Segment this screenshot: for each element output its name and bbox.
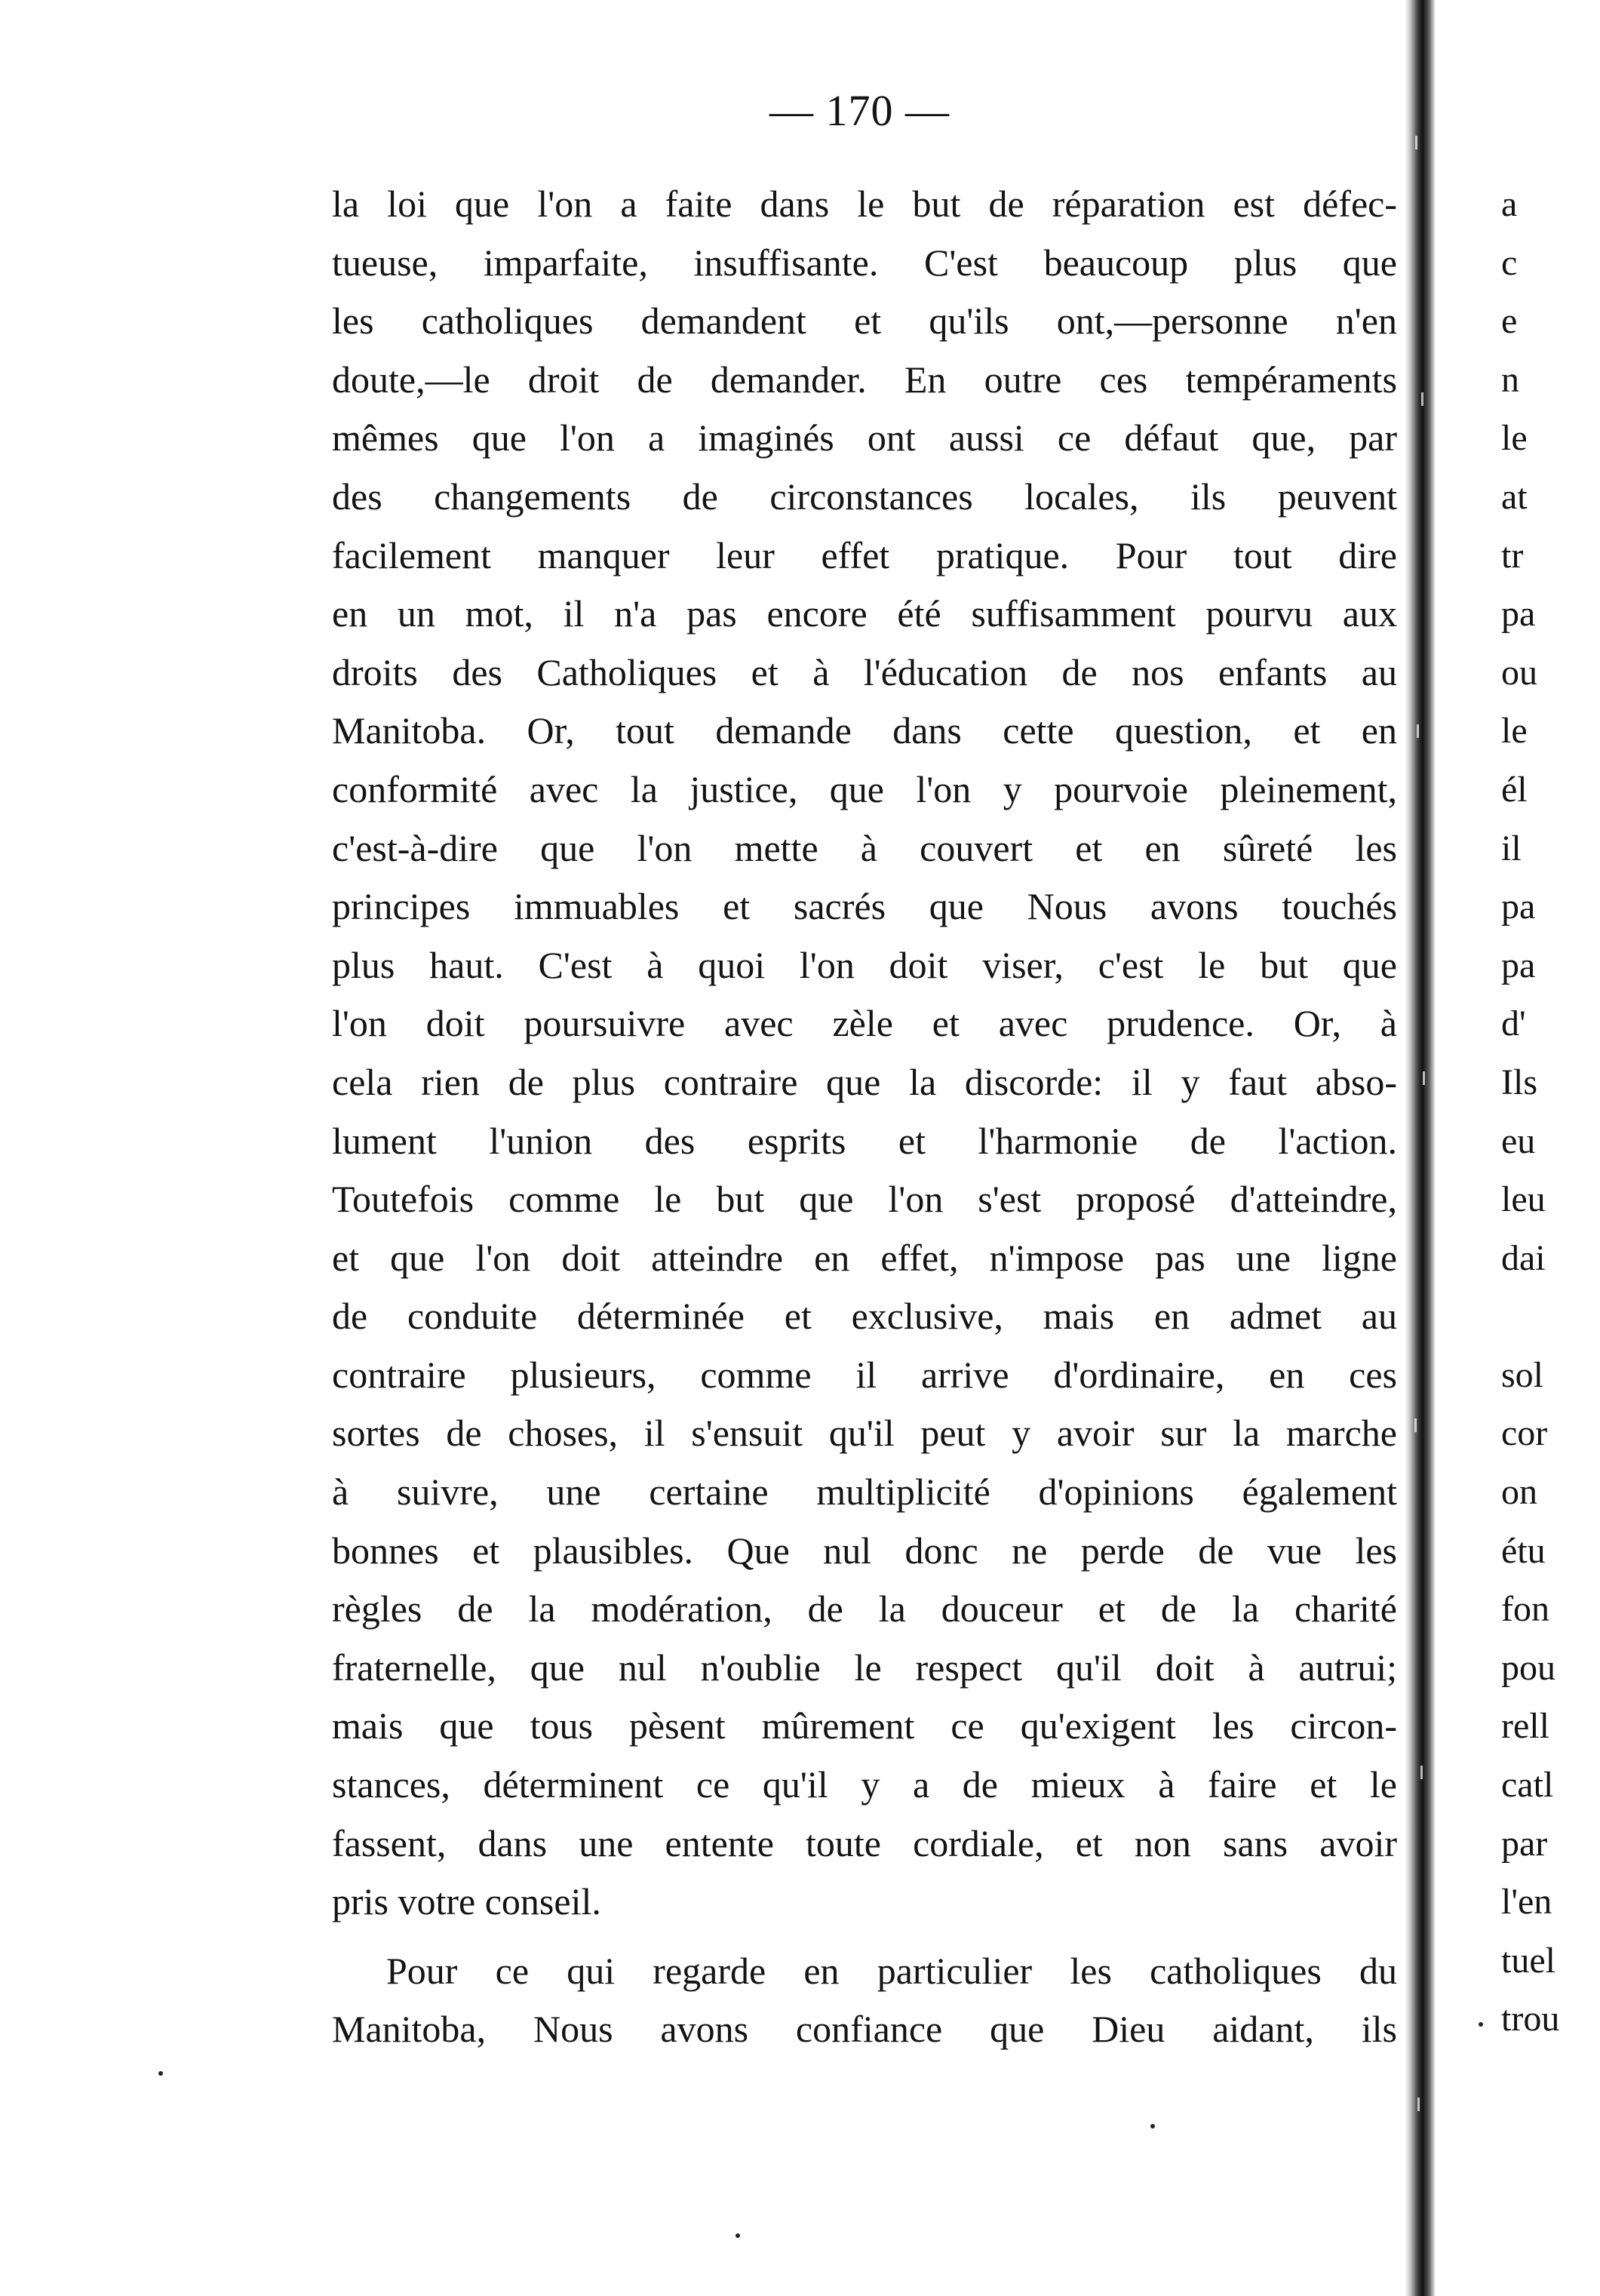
text-line: droits des Catholiques et à l'éducation de nos enfants au bbox=[332, 650, 1397, 693]
neighbor-line: leu bbox=[1501, 1179, 1546, 1220]
text-line: mais que tous pèsent mûrement ce qu'exigent les circon- bbox=[332, 1704, 1397, 1747]
gutter-speck bbox=[1417, 2098, 1420, 2111]
text-line: facilement manquer leur effet pratique. Pour tout dire bbox=[332, 533, 1397, 576]
text-line: de conduite déterminée et exclusive, mais en admet au bbox=[332, 1295, 1397, 1338]
neighbor-line: e bbox=[1501, 301, 1518, 342]
text-line: bonnes et plausibles. Que nul donc ne perde de vue les bbox=[332, 1529, 1397, 1572]
neighbor-line: pa bbox=[1501, 887, 1536, 927]
text-line: des changements de circonstances locales, ils peuvent bbox=[332, 475, 1397, 518]
scan-speck bbox=[1150, 2124, 1155, 2128]
text-line: et que l'on doit atteindre en effet, n'impose pas une ligne bbox=[332, 1236, 1397, 1279]
neighbor-line: at bbox=[1501, 476, 1528, 517]
neighbor-line: a bbox=[1501, 184, 1518, 224]
neighbor-line: il bbox=[1501, 828, 1522, 868]
gutter-speck bbox=[1414, 1418, 1417, 1432]
gutter-speck bbox=[1420, 1766, 1423, 1779]
text-line: stances, déterminent ce qu'il y a de mieux à faire et le bbox=[332, 1763, 1397, 1806]
neighbor-line: ou bbox=[1501, 652, 1537, 693]
text-line: l'on doit poursuivre avec zèle et avec prudence. Or, à bbox=[332, 1002, 1397, 1045]
text-line: fassent, dans une entente toute cordiale, et non sans avoir bbox=[332, 1821, 1397, 1864]
neighbor-line: pou bbox=[1501, 1647, 1555, 1688]
neighbor-line: d' bbox=[1501, 1004, 1526, 1044]
neighbor-page-column bbox=[1501, 175, 1600, 2258]
text-line: mêmes que l'on a imaginés ont aussi ce défaut que, par bbox=[332, 416, 1397, 460]
paragraph-end-line: pris votre conseil. bbox=[332, 1880, 601, 1923]
text-line: en un mot, il n'a pas encore été suffisamment pourvu aux bbox=[332, 592, 1397, 635]
neighbor-line: n bbox=[1501, 359, 1519, 400]
text-line: les catholiques demandent et qu'ils ont,—personne n'en bbox=[332, 300, 1397, 343]
text-line: sortes de choses, il s'ensuit qu'il peut y avoir sur la marche bbox=[332, 1412, 1397, 1455]
neighbor-line: cor bbox=[1501, 1413, 1548, 1454]
neighbor-line: le bbox=[1501, 711, 1528, 752]
neighbor-line: catl bbox=[1501, 1765, 1554, 1806]
neighbor-line: dai bbox=[1501, 1237, 1546, 1278]
neighbor-line: pa bbox=[1501, 594, 1536, 635]
text-line: fraternelle, que nul n'oublie le respect qu'il doit à autrui; bbox=[332, 1646, 1397, 1689]
gutter-speck bbox=[1421, 392, 1423, 406]
text-line: lument l'union des esprits et l'harmonie de l'action. bbox=[332, 1119, 1397, 1162]
gutter-speck bbox=[1423, 1071, 1425, 1085]
book-gutter bbox=[1405, 0, 1435, 2296]
neighbor-line: trou bbox=[1501, 1999, 1560, 2039]
neighbor-line: l'en bbox=[1501, 1882, 1552, 1923]
neighbor-line: par bbox=[1501, 1823, 1548, 1864]
scan-speck bbox=[1479, 2022, 1483, 2027]
neighbor-line: on bbox=[1501, 1472, 1537, 1513]
neighbor-line: pa bbox=[1501, 945, 1536, 985]
neighbor-line: Ils bbox=[1501, 1062, 1537, 1102]
text-line: à suivre, une certaine multiplicité d'opinions également bbox=[332, 1471, 1397, 1514]
text-line: plus haut. C'est à quoi l'on doit viser, c'est le but que bbox=[332, 943, 1397, 986]
neighbor-line: tuel bbox=[1501, 1940, 1555, 1981]
page-number: — 170 — bbox=[769, 86, 950, 135]
gutter-speck bbox=[1417, 724, 1419, 738]
neighbor-line: sol bbox=[1501, 1354, 1544, 1395]
neighbor-line bbox=[1501, 1287, 1600, 1346]
text-line: Manitoba, Nous avons confiance que Dieu aidant, ils bbox=[332, 2008, 1397, 2051]
text-line: tueuse, imparfaite, insuffisante. C'est beaucoup plus que bbox=[332, 241, 1397, 284]
neighbor-line: eu bbox=[1501, 1120, 1536, 1161]
text-line: règles de la modération, de la douceur et de la charité bbox=[332, 1588, 1397, 1631]
scan-speck bbox=[158, 2071, 163, 2076]
neighbor-line: c bbox=[1501, 242, 1518, 283]
neighbor-line: étu bbox=[1501, 1530, 1546, 1571]
gutter-speck bbox=[1415, 136, 1417, 149]
text-line: cela rien de plus contraire que la discorde: il y faut abso- bbox=[332, 1060, 1397, 1103]
neighbor-line: fon bbox=[1501, 1589, 1549, 1630]
text-line: Toutefois comme le but que l'on s'est proposé d'atteindre, bbox=[332, 1178, 1397, 1221]
text-line: contraire plusieurs, comme il arrive d'ordinaire, en ces bbox=[332, 1353, 1397, 1396]
text-line: principes immuables et sacrés que Nous avons touchés bbox=[332, 885, 1397, 928]
neighbor-line: él bbox=[1501, 769, 1528, 810]
main-text-column bbox=[332, 175, 1397, 2258]
text-line: la loi que l'on a faite dans le but de réparation est défec- bbox=[332, 183, 1397, 225]
neighbor-line: rell bbox=[1501, 1706, 1549, 1747]
text-line: doute,—le droit de demander. En outre ces tempéraments bbox=[332, 358, 1397, 401]
text-line: Manitoba. Or, tout demande dans cette question, et en bbox=[332, 709, 1397, 752]
scan-speck bbox=[736, 2233, 740, 2238]
text-line: conformité avec la justice, que l'on y pourvoie pleinement, bbox=[332, 767, 1397, 810]
text-line: c'est-à-dire que l'on mette à couvert et en sûreté les bbox=[332, 826, 1397, 869]
neighbor-line: le bbox=[1501, 418, 1528, 459]
neighbor-line: tr bbox=[1501, 535, 1524, 576]
paragraph-start-line: Pour ce qui regarde en particulier les catholiques du bbox=[386, 1949, 1397, 1992]
